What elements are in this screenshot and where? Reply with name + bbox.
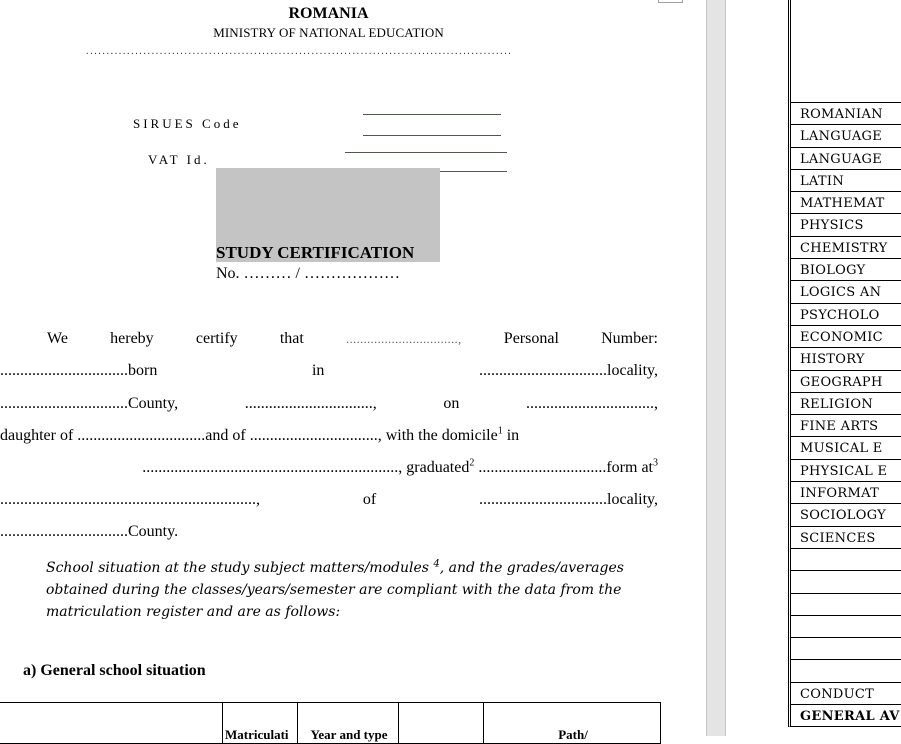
sirues-field-line-1[interactable]	[363, 114, 501, 115]
subject-row	[791, 638, 901, 660]
subject-row: SOCIOLOGY	[791, 504, 901, 526]
subject-row: ROMANIAN	[791, 103, 901, 125]
footnote-4: 4	[433, 558, 440, 570]
body-line-7	[0, 523, 658, 543]
subject-row: LATIN	[791, 170, 901, 192]
subject-row	[791, 571, 901, 593]
note-text: , and the grades/averages obtained during the classes/years/semester are compliant with the data from the matriculation register and are as follows:	[46, 560, 624, 620]
subject-row: CHEMISTRY	[791, 237, 901, 259]
certificate-number: No. ……… / ………………	[216, 265, 400, 282]
table-header-cell	[399, 703, 484, 744]
subject-row: SCIENCES	[791, 527, 901, 549]
word: in	[311, 362, 325, 379]
page-corner-marker	[658, 0, 683, 3]
word: We	[47, 330, 68, 347]
body-line-3	[0, 395, 658, 415]
footnote-1: 1	[497, 425, 503, 437]
country-heading: ROMANIA	[288, 5, 369, 22]
birth-county-field[interactable]: ................................County,	[0, 395, 179, 412]
name-field[interactable]: ................................,	[346, 332, 462, 346]
subject-row	[791, 594, 901, 616]
subject-row	[791, 616, 901, 638]
subject-row: LANGUAGE	[791, 125, 901, 147]
school-county-field[interactable]: ................................County.	[0, 523, 179, 540]
page-gutter	[706, 0, 726, 736]
school-name-dots: ........................................................................................................	[86, 46, 513, 57]
subject-row: GEOGRAPH	[791, 371, 901, 393]
subject-row: LOGICS AN	[791, 281, 901, 303]
subject-row: INFORMAT	[791, 482, 901, 504]
body-line-6	[0, 491, 658, 511]
word: that	[279, 330, 304, 347]
word: Number:	[601, 330, 658, 347]
parents-field[interactable]: daughter of ................................and of ................................, with the domicile	[0, 427, 498, 444]
footnote-2: 2	[469, 457, 475, 469]
subject-row: GENERAL AV	[800, 709, 900, 725]
note-text: School situation at the study subject matters/modules	[46, 560, 434, 576]
body-line-5	[0, 459, 658, 479]
domicile-field[interactable]: ................................................................, graduated	[142, 459, 470, 476]
table-header-cell	[0, 703, 223, 744]
body-line-4	[0, 427, 658, 447]
subject-row: ECONOMIC	[791, 326, 901, 348]
subject-row	[791, 549, 901, 571]
vat-id-label: VAT Id.	[148, 152, 210, 167]
vat-field-line-1[interactable]	[345, 152, 507, 153]
word: in	[502, 427, 520, 444]
country-field[interactable]: ................................,	[244, 395, 377, 412]
subject-row: CONDUCT	[791, 683, 901, 705]
subject-row: MATHEMAT	[791, 192, 901, 214]
body-line-2	[0, 362, 658, 382]
table-header-cell: Path/	[484, 703, 661, 744]
form-field[interactable]: ................................form at	[474, 459, 653, 476]
subject-row	[791, 660, 901, 682]
subject-row: PHYSICS	[791, 214, 901, 236]
word: certify	[195, 330, 238, 347]
subjects-table	[788, 0, 901, 727]
subject-row: MUSICAL E	[791, 437, 901, 459]
school-situation-note	[46, 557, 658, 623]
subject-row: BIOLOGY	[791, 259, 901, 281]
footnote-3: 3	[653, 457, 658, 469]
birth-date-field[interactable]: ................................,	[526, 395, 658, 412]
word: of	[362, 491, 377, 508]
school-locality-field[interactable]: ................................locality,	[479, 491, 658, 508]
sirues-code-label: SIRUES Code	[133, 116, 242, 131]
general-situation-table	[0, 702, 661, 744]
body-line-1	[0, 330, 658, 350]
birth-locality-field[interactable]: ................................locality,	[479, 362, 658, 379]
school-field[interactable]: ................................................................,	[0, 491, 260, 508]
subject-row: PHYSICAL E	[791, 460, 901, 482]
word: Personal	[503, 330, 559, 347]
subject-row: FINE ARTS	[791, 415, 901, 437]
subjects-table-header	[791, 0, 901, 103]
subject-row: PSYCHOLO	[791, 304, 901, 326]
section-a-heading	[23, 662, 206, 680]
certificate-title: STUDY CERTIFICATION	[216, 243, 415, 262]
word: hereby	[110, 330, 154, 347]
word: on	[443, 395, 460, 412]
ministry-heading: MINISTRY OF NATIONAL EDUCATION	[213, 25, 444, 40]
subject-row: RELIGION	[791, 393, 901, 415]
section-a-label: a) General school situation	[23, 662, 206, 679]
personal-number-field[interactable]: ................................born	[0, 362, 158, 379]
subject-row: LANGUAGE	[791, 148, 901, 170]
table-header-cell: Year and type	[298, 703, 399, 744]
subject-row: HISTORY	[791, 348, 901, 370]
table-header-cell: Matriculati	[223, 703, 298, 744]
sirues-field-line-2[interactable]	[363, 135, 501, 136]
